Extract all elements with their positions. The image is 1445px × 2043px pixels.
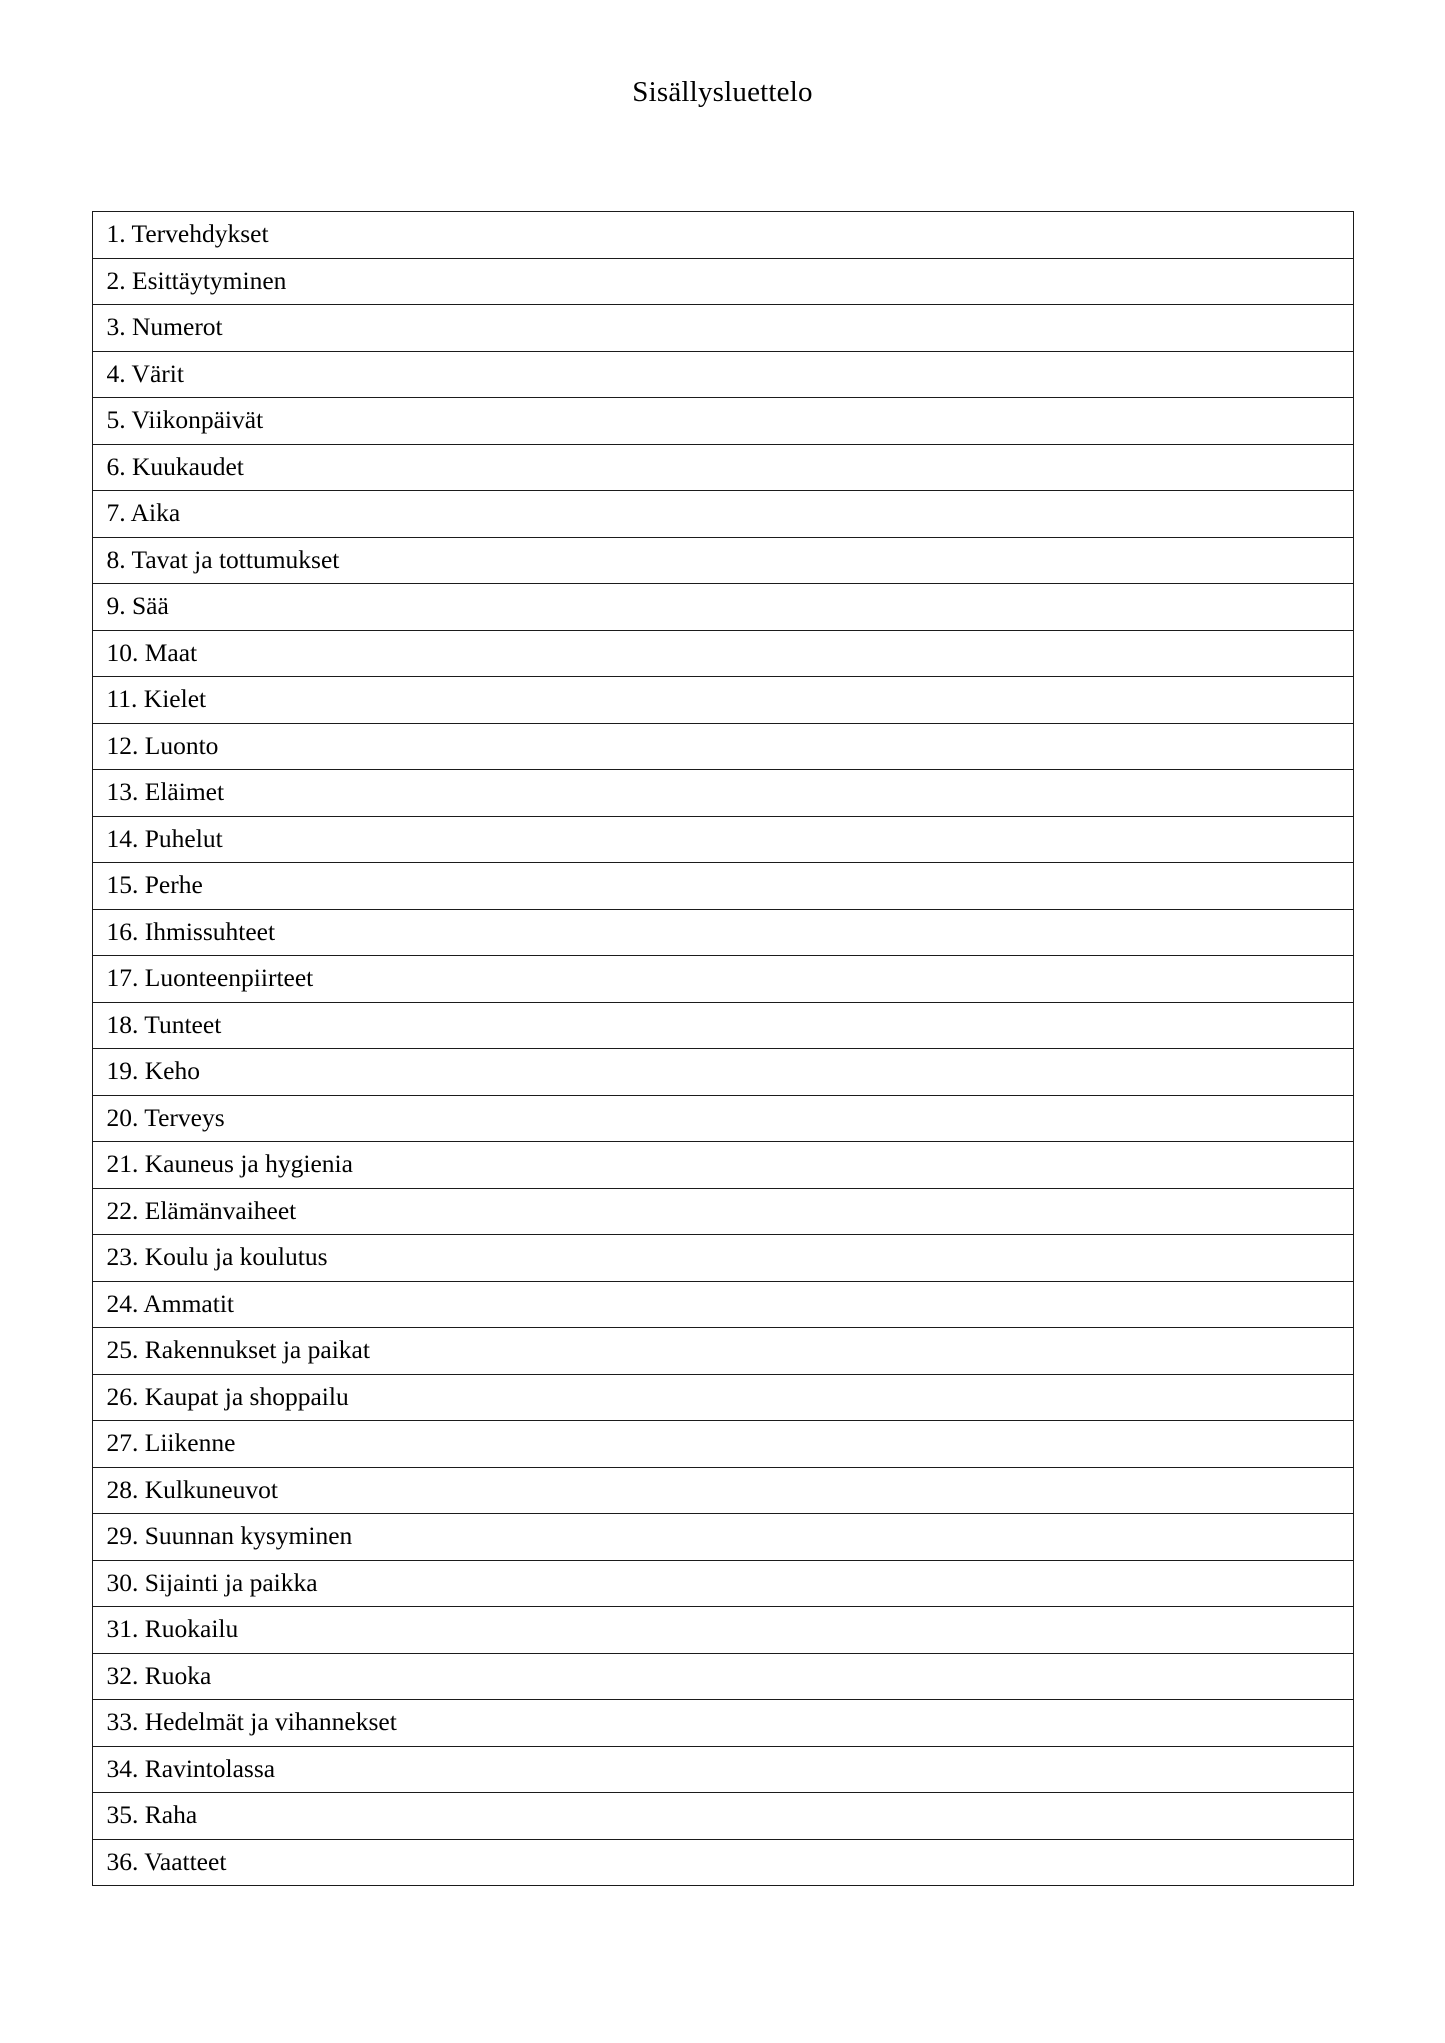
- toc-entry[interactable]: 12. Luonto: [92, 723, 1353, 770]
- toc-entry[interactable]: 18. Tunteet: [92, 1002, 1353, 1049]
- toc-entry[interactable]: 1. Tervehdykset: [92, 212, 1353, 259]
- toc-entry[interactable]: 11. Kielet: [92, 677, 1353, 724]
- toc-entry[interactable]: 23. Koulu ja koulutus: [92, 1235, 1353, 1282]
- table-row: [92, 723, 1353, 770]
- toc-entry[interactable]: 21. Kauneus ja hygienia: [92, 1142, 1353, 1189]
- toc-entry[interactable]: 14. Puhelut: [92, 816, 1353, 863]
- toc-table: [92, 211, 1354, 1886]
- table-row: [92, 258, 1353, 305]
- table-row: [92, 1514, 1353, 1561]
- toc-entry[interactable]: 16. Ihmissuhteet: [92, 909, 1353, 956]
- table-row: [92, 1467, 1353, 1514]
- toc-entry[interactable]: 6. Kuukaudet: [92, 444, 1353, 491]
- toc-entry[interactable]: 24. Ammatit: [92, 1281, 1353, 1328]
- table-row: [92, 1142, 1353, 1189]
- table-row: [92, 909, 1353, 956]
- table-row: [92, 305, 1353, 352]
- table-row: [92, 1188, 1353, 1235]
- toc-entry[interactable]: 33. Hedelmät ja vihannekset: [92, 1700, 1353, 1747]
- toc-entry[interactable]: 35. Raha: [92, 1793, 1353, 1840]
- page-title: Sisällysluettelo: [632, 76, 813, 108]
- table-row: [92, 1560, 1353, 1607]
- toc-entry[interactable]: 34. Ravintolassa: [92, 1746, 1353, 1793]
- table-row: [92, 351, 1353, 398]
- toc-entry[interactable]: 32. Ruoka: [92, 1653, 1353, 1700]
- table-row: [92, 1793, 1353, 1840]
- toc-entry[interactable]: 9. Sää: [92, 584, 1353, 631]
- toc-entry[interactable]: 5. Viikonpäivät: [92, 398, 1353, 445]
- toc-entry[interactable]: 20. Terveys: [92, 1095, 1353, 1142]
- table-row: [92, 770, 1353, 817]
- table-row: [92, 1002, 1353, 1049]
- table-row: [92, 491, 1353, 538]
- table-row: [92, 1235, 1353, 1282]
- table-row: [92, 630, 1353, 677]
- table-row: [92, 956, 1353, 1003]
- toc-entry[interactable]: 30. Sijainti ja paikka: [92, 1560, 1353, 1607]
- table-row: [92, 398, 1353, 445]
- table-row: [92, 1607, 1353, 1654]
- table-row: [92, 816, 1353, 863]
- toc-entry[interactable]: 13. Eläimet: [92, 770, 1353, 817]
- toc-entry[interactable]: 2. Esittäytyminen: [92, 258, 1353, 305]
- table-row: [92, 444, 1353, 491]
- table-row: [92, 1839, 1353, 1886]
- table-row: [92, 1700, 1353, 1747]
- toc-table-body: [92, 212, 1353, 1886]
- table-row: [92, 1095, 1353, 1142]
- table-row: [92, 677, 1353, 724]
- toc-entry[interactable]: 10. Maat: [92, 630, 1353, 677]
- table-row: [92, 1374, 1353, 1421]
- table-row: [92, 1281, 1353, 1328]
- toc-entry[interactable]: 29. Suunnan kysyminen: [92, 1514, 1353, 1561]
- toc-entry[interactable]: 26. Kaupat ja shoppailu: [92, 1374, 1353, 1421]
- table-row: [92, 584, 1353, 631]
- toc-entry[interactable]: 31. Ruokailu: [92, 1607, 1353, 1654]
- table-of-contents: [92, 107, 1354, 1886]
- table-row: [92, 863, 1353, 910]
- table-row: [92, 1049, 1353, 1096]
- toc-entry[interactable]: 19. Keho: [92, 1049, 1353, 1096]
- toc-entry[interactable]: 25. Rakennukset ja paikat: [92, 1328, 1353, 1375]
- table-row: [92, 1653, 1353, 1700]
- table-row: [92, 212, 1353, 259]
- table-row: [92, 1746, 1353, 1793]
- toc-entry[interactable]: 3. Numerot: [92, 305, 1353, 352]
- toc-entry[interactable]: 8. Tavat ja tottumukset: [92, 537, 1353, 584]
- toc-entry[interactable]: 22. Elämänvaiheet: [92, 1188, 1353, 1235]
- toc-entry[interactable]: 15. Perhe: [92, 863, 1353, 910]
- toc-entry[interactable]: 17. Luonteenpiirteet: [92, 956, 1353, 1003]
- toc-entry[interactable]: 27. Liikenne: [92, 1421, 1353, 1468]
- toc-entry[interactable]: 4. Värit: [92, 351, 1353, 398]
- toc-entry[interactable]: 36. Vaatteet: [92, 1839, 1353, 1886]
- table-row: [92, 537, 1353, 584]
- toc-entry[interactable]: 28. Kulkuneuvot: [92, 1467, 1353, 1514]
- toc-entry[interactable]: 7. Aika: [92, 491, 1353, 538]
- table-row: [92, 1421, 1353, 1468]
- table-row: [92, 1328, 1353, 1375]
